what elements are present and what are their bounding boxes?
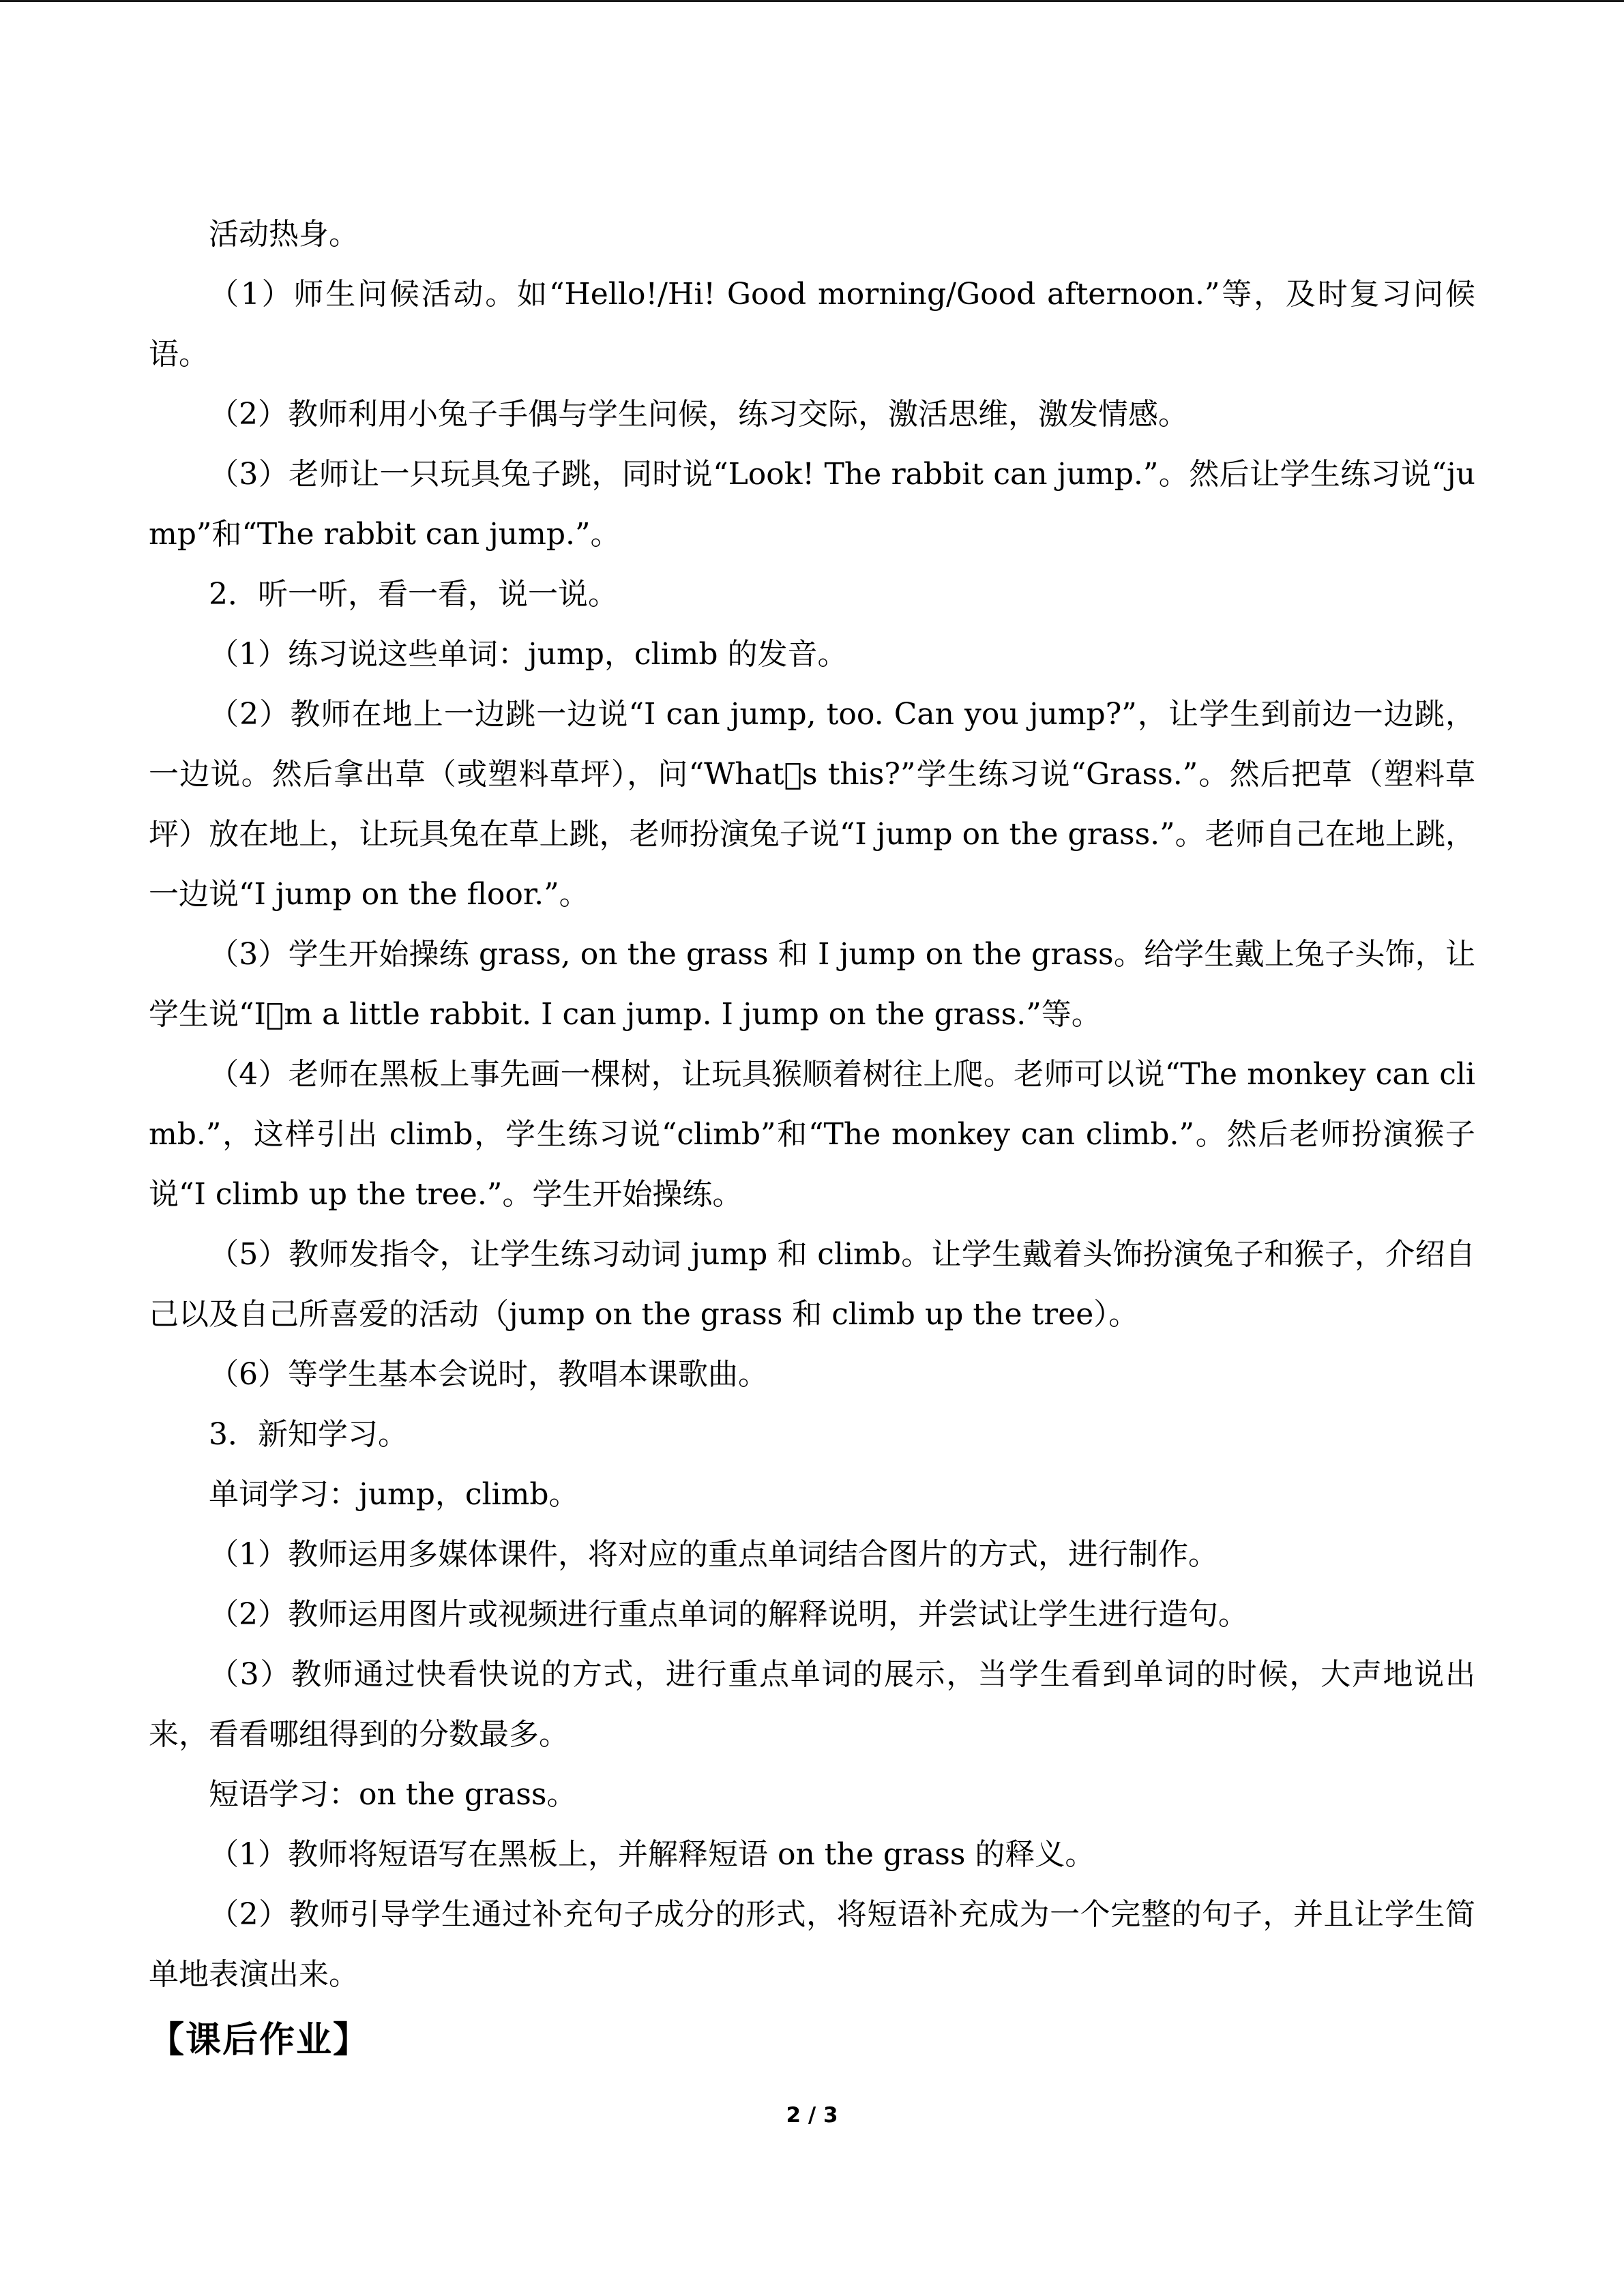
section-heading-homework: 【课后作业】 xyxy=(149,2020,370,2061)
paragraph-phrase-blackboard: （1）教师将短语写在黑板上，并解释短语 on the grass 的释义。 xyxy=(209,1837,1095,1872)
paragraph-new-knowledge: 3．新知学习。 xyxy=(209,1417,408,1452)
paragraph-multimedia: （1）教师运用多媒体课件，将对应的重点单词结合图片的方式，进行制作。 xyxy=(209,1537,1218,1572)
paragraph-teacher-jump-grass: （2）教师在地上一边跳一边说“I can jump, too. Can you jump?”，让学生到前边一边跳，一边说。然后拿出草（或塑料草坪），问“What s this?”学生练习说“Grass.”。然后把草（塑料草坪）放在地上，让玩具兔在草上跳，老师扮演兔子说“I jump on the grass.”。老师自己在地上跳，一边说“I jump on the floor.”。 xyxy=(149,697,1475,912)
paragraph-students-practice-grass: （3）学生开始操练 grass, on the grass 和 I jump on the grass。给学生戴上兔子头饰，让学生说“I m a little rabbit. I can jump. I jump on the grass.”等。 xyxy=(149,937,1475,1032)
paragraph-teach-song: （6）等学生基本会说时，教唱本课歌曲。 xyxy=(209,1357,768,1392)
paragraph-puppet-greeting: （2）教师利用小兔子手偶与学生问候，练习交际，激活思维，激发情感。 xyxy=(209,397,1188,432)
paragraph-phrase-sentence: （2）教师引导学生通过补充句子成分的形式，将短语补充成为一个完整的句子，并且让学生简单地表演出来。 xyxy=(149,1897,1475,1992)
paragraph-quick-look-say: （3）教师通过快看快说的方式，进行重点单词的展示，当学生看到单词的时候，大声地说出来，看看哪组得到的分数最多。 xyxy=(149,1657,1475,1752)
paragraph-word-learning: 单词学习：jump，climb。 xyxy=(209,1477,579,1512)
paragraph-verb-instructions: （5）教师发指令，让学生练习动词 jump 和 climb。让学生戴着头饰扮演兔子和猴子，介绍自己以及自己所喜爱的活动（jump on the grass 和 climb up the tree）。 xyxy=(149,1237,1475,1332)
paragraph-warmup: 活动热身。 xyxy=(209,217,359,252)
document-body xyxy=(149,205,1475,2074)
paragraph-rabbit-jump: （3）老师让一只玩具兔子跳，同时说“Look! The rabbit can jump.”。然后让学生练习说“jump”和“The rabbit can jump.”。 xyxy=(149,457,1475,552)
paragraph-phrase-learning: 短语学习：on the grass。 xyxy=(209,1777,577,1812)
paragraph-word-pronunciation: （1）练习说这些单词：jump，climb 的发音。 xyxy=(209,637,848,672)
paragraph-listen-look-say: 2．听一听，看一看，说一说。 xyxy=(209,577,618,612)
paragraph-monkey-climb: （4）老师在黑板上事先画一棵树，让玩具猴顺着树往上爬。老师可以说“The monkey can climb.”，这样引出 climb，学生练习说“climb”和“The monkey can climb.”。然后老师扮演猴子说“I climb up the tree.”。学生开始操练。 xyxy=(149,1057,1475,1212)
paragraph-picture-video: （2）教师运用图片或视频进行重点单词的解释说明，并尝试让学生进行造句。 xyxy=(209,1597,1248,1632)
paragraph-greeting-activity: （1）师生问候活动。如“Hello!/Hi! Good morning/Good afternoon.”等，及时复习问候语。 xyxy=(149,277,1475,372)
top-border-line xyxy=(0,0,1624,2)
page-number: 2 / 3 xyxy=(786,2103,838,2128)
